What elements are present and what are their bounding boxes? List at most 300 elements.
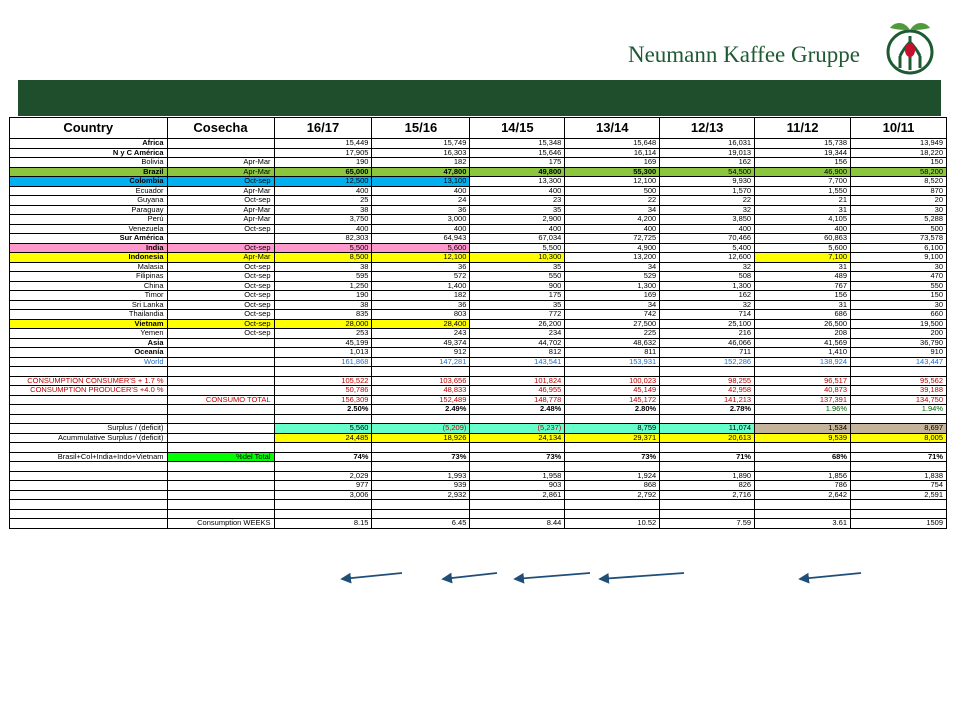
value-cell: 45,149 xyxy=(565,386,660,396)
table-row-venezuela xyxy=(10,224,947,234)
page-header xyxy=(0,0,960,80)
value-cell: 2,029 xyxy=(274,471,372,481)
value-cell: 1,838 xyxy=(851,471,947,481)
value-cell: 29,371 xyxy=(565,433,660,443)
value-cell: 64,943 xyxy=(372,234,470,244)
empty-cell xyxy=(274,500,372,510)
table-row-ecuador xyxy=(10,186,947,196)
value-cell: 26,200 xyxy=(470,319,565,329)
value-cell: 98,255 xyxy=(660,376,755,386)
value-cell: 74% xyxy=(274,452,372,462)
value-cell: 35 xyxy=(470,300,565,310)
value-cell: 30 xyxy=(851,262,947,272)
cosecha-cell: %del Total xyxy=(167,452,274,462)
value-cell: 550 xyxy=(470,272,565,282)
header-row xyxy=(10,118,947,139)
value-cell: 30 xyxy=(851,300,947,310)
value-cell: 870 xyxy=(851,186,947,196)
value-cell: 1,534 xyxy=(755,424,851,434)
table-row-malasia xyxy=(10,262,947,272)
value-cell: 18,926 xyxy=(372,433,470,443)
value-cell: 175 xyxy=(470,291,565,301)
table-row-extra2 xyxy=(10,481,947,491)
cosecha-cell: Oct-sep xyxy=(167,291,274,301)
value-cell: 470 xyxy=(851,272,947,282)
row-label: Acummulative Surplus / (deficit) xyxy=(10,433,168,443)
row-label: Thailandia xyxy=(10,310,168,320)
value-cell: 32 xyxy=(660,205,755,215)
value-cell: 68% xyxy=(755,452,851,462)
value-cell: 169 xyxy=(565,291,660,301)
cosecha-cell: Oct-sep xyxy=(167,243,274,253)
value-cell: 2.50% xyxy=(274,405,372,415)
cosecha-cell xyxy=(167,490,274,500)
value-cell: 225 xyxy=(565,329,660,339)
value-cell: 49,800 xyxy=(470,167,565,177)
value-cell: 27,500 xyxy=(565,319,660,329)
cosecha-cell xyxy=(167,139,274,149)
value-cell: 190 xyxy=(274,291,372,301)
value-cell: 147,281 xyxy=(372,357,470,367)
empty-cell xyxy=(755,443,851,453)
value-cell: 812 xyxy=(470,348,565,358)
value-cell: 3.61 xyxy=(755,519,851,529)
value-cell: 38 xyxy=(274,205,372,215)
value-cell: 31 xyxy=(755,262,851,272)
column-header: 12/13 xyxy=(660,118,755,139)
value-cell: 400 xyxy=(755,224,851,234)
value-cell: 572 xyxy=(372,272,470,282)
row-label: Bolivia xyxy=(10,158,168,168)
cosecha-cell: Oct-sep xyxy=(167,281,274,291)
value-cell: 2,792 xyxy=(565,490,660,500)
table-row-nyc xyxy=(10,148,947,158)
value-cell: 253 xyxy=(274,329,372,339)
table-row-colombia xyxy=(10,177,947,187)
value-cell: 1,958 xyxy=(470,471,565,481)
value-cell: 550 xyxy=(851,281,947,291)
value-cell: 162 xyxy=(660,291,755,301)
value-cell: 34 xyxy=(565,205,660,215)
row-label xyxy=(10,395,168,405)
value-cell: 7,700 xyxy=(755,177,851,187)
cosecha-cell xyxy=(167,424,274,434)
row-label: Vietnam xyxy=(10,319,168,329)
cosecha-cell: CONSUMO TOTAL xyxy=(167,395,274,405)
value-cell: 5,600 xyxy=(755,243,851,253)
value-cell: 22 xyxy=(660,196,755,206)
table-row-srilanka xyxy=(10,300,947,310)
value-cell: 711 xyxy=(660,348,755,358)
value-cell: 1.94% xyxy=(851,405,947,415)
value-cell: 216 xyxy=(660,329,755,339)
row-label: Ecuador xyxy=(10,186,168,196)
value-cell: 148,778 xyxy=(470,395,565,405)
spacer-row xyxy=(10,367,947,377)
value-cell: 12,500 xyxy=(274,177,372,187)
value-cell: 134,750 xyxy=(851,395,947,405)
spacer-row xyxy=(10,443,947,453)
value-cell: 714 xyxy=(660,310,755,320)
value-cell: 1,410 xyxy=(755,348,851,358)
value-cell: 939 xyxy=(372,481,470,491)
value-cell: 21 xyxy=(755,196,851,206)
cosecha-cell: Oct-sep xyxy=(167,177,274,187)
value-cell: 39,188 xyxy=(851,386,947,396)
value-cell: 15,738 xyxy=(755,139,851,149)
value-cell: 54,500 xyxy=(660,167,755,177)
value-cell: 7,100 xyxy=(755,253,851,263)
cosecha-cell xyxy=(167,234,274,244)
empty-cell xyxy=(470,462,565,472)
empty-cell xyxy=(167,414,274,424)
value-cell: 101,824 xyxy=(470,376,565,386)
value-cell: 152,286 xyxy=(660,357,755,367)
empty-cell xyxy=(10,443,168,453)
value-cell: 137,391 xyxy=(755,395,851,405)
value-cell: 17,905 xyxy=(274,148,372,158)
value-cell: 82,303 xyxy=(274,234,372,244)
value-cell: 1,856 xyxy=(755,471,851,481)
value-cell: 40,873 xyxy=(755,386,851,396)
value-cell: 912 xyxy=(372,348,470,358)
value-cell: 9,100 xyxy=(851,253,947,263)
value-cell: 49,374 xyxy=(372,338,470,348)
value-cell: 4,200 xyxy=(565,215,660,225)
value-cell: 36 xyxy=(372,262,470,272)
empty-cell xyxy=(755,462,851,472)
table-row-weeks xyxy=(10,519,947,529)
value-cell: 42,958 xyxy=(660,386,755,396)
value-cell: 105,522 xyxy=(274,376,372,386)
value-cell: 900 xyxy=(470,281,565,291)
empty-cell xyxy=(660,509,755,519)
row-label: Paraguay xyxy=(10,205,168,215)
value-cell: 103,656 xyxy=(372,376,470,386)
empty-cell xyxy=(167,462,274,472)
empty-cell xyxy=(851,367,947,377)
empty-cell xyxy=(755,367,851,377)
cosecha-cell: Apr-Mar xyxy=(167,205,274,215)
value-cell: 31 xyxy=(755,205,851,215)
value-cell: 138,924 xyxy=(755,357,851,367)
row-label: Colombia xyxy=(10,177,168,187)
empty-cell xyxy=(274,509,372,519)
value-cell: 190 xyxy=(274,158,372,168)
value-cell: 48,632 xyxy=(565,338,660,348)
value-cell: 803 xyxy=(372,310,470,320)
empty-cell xyxy=(372,443,470,453)
table-row-timor xyxy=(10,291,947,301)
cosecha-cell: Apr-Mar xyxy=(167,158,274,168)
empty-cell xyxy=(470,500,565,510)
empty-cell xyxy=(372,500,470,510)
empty-cell xyxy=(660,500,755,510)
value-cell: 13,300 xyxy=(470,177,565,187)
value-cell: 46,066 xyxy=(660,338,755,348)
table-row-bolivia xyxy=(10,158,947,168)
column-header: 11/12 xyxy=(755,118,851,139)
value-cell: 32 xyxy=(660,300,755,310)
value-cell: 150 xyxy=(851,291,947,301)
value-cell: 12,100 xyxy=(372,253,470,263)
row-label: Africa xyxy=(10,139,168,149)
empty-cell xyxy=(10,509,168,519)
value-cell: 141,213 xyxy=(660,395,755,405)
table-row-vietnam xyxy=(10,319,947,329)
cosecha-cell: Apr-Mar xyxy=(167,253,274,263)
value-cell: 46,955 xyxy=(470,386,565,396)
value-cell: 6.45 xyxy=(372,519,470,529)
value-cell: 1,570 xyxy=(660,186,755,196)
table-row-paraguay xyxy=(10,205,947,215)
value-cell: 1.96% xyxy=(755,405,851,415)
brand-name: Neumann Kaffee Gruppe xyxy=(627,42,860,67)
empty-cell xyxy=(470,443,565,453)
value-cell: 156 xyxy=(755,158,851,168)
value-cell: 41,569 xyxy=(755,338,851,348)
value-cell: 8.15 xyxy=(274,519,372,529)
cosecha-cell: Oct-sep xyxy=(167,319,274,329)
value-cell: 15,348 xyxy=(470,139,565,149)
table-row-oceania xyxy=(10,348,947,358)
cosecha-cell xyxy=(167,471,274,481)
value-cell: 38 xyxy=(274,262,372,272)
table-row-africa xyxy=(10,139,947,149)
table-row-guyana xyxy=(10,196,947,206)
value-cell: 152,489 xyxy=(372,395,470,405)
value-cell: 15,749 xyxy=(372,139,470,149)
value-cell: 10.52 xyxy=(565,519,660,529)
value-cell: 767 xyxy=(755,281,851,291)
value-cell: 7.59 xyxy=(660,519,755,529)
value-cell: 71% xyxy=(660,452,755,462)
empty-cell xyxy=(851,500,947,510)
table-row-cons-producer xyxy=(10,386,947,396)
value-cell: 400 xyxy=(372,186,470,196)
row-label: World xyxy=(10,357,168,367)
value-cell: 48,833 xyxy=(372,386,470,396)
value-cell: 9,930 xyxy=(660,177,755,187)
value-cell: 2,591 xyxy=(851,490,947,500)
column-header: 13/14 xyxy=(565,118,660,139)
value-cell: 35 xyxy=(470,205,565,215)
cosecha-cell xyxy=(167,357,274,367)
cosecha-cell: Oct-sep xyxy=(167,310,274,320)
row-label xyxy=(10,490,168,500)
value-cell: (5,237) xyxy=(470,424,565,434)
value-cell: 400 xyxy=(470,224,565,234)
value-cell: 5,600 xyxy=(372,243,470,253)
value-cell: 5,500 xyxy=(274,243,372,253)
empty-cell xyxy=(755,500,851,510)
value-cell: 156 xyxy=(755,291,851,301)
row-label: CONSUMPTION PRODUCER'S +4.0 % xyxy=(10,386,168,396)
value-cell: 70,466 xyxy=(660,234,755,244)
spacer-row xyxy=(10,500,947,510)
value-cell: 826 xyxy=(660,481,755,491)
value-cell: 73,578 xyxy=(851,234,947,244)
column-header: 15/16 xyxy=(372,118,470,139)
cosecha-cell: Oct-sep xyxy=(167,262,274,272)
value-cell: 20 xyxy=(851,196,947,206)
row-label: Malasia xyxy=(10,262,168,272)
table-row-extra3 xyxy=(10,490,947,500)
empty-cell xyxy=(565,367,660,377)
row-label: Surplus / (deficit) xyxy=(10,424,168,434)
value-cell: 742 xyxy=(565,310,660,320)
column-header: Country xyxy=(10,118,168,139)
row-label xyxy=(10,405,168,415)
value-cell: 1,300 xyxy=(565,281,660,291)
empty-cell xyxy=(851,414,947,424)
value-cell: 58,200 xyxy=(851,167,947,177)
value-cell: 95,562 xyxy=(851,376,947,386)
column-header: 10/11 xyxy=(851,118,947,139)
value-cell: 2.49% xyxy=(372,405,470,415)
value-cell: 72,725 xyxy=(565,234,660,244)
table-row-filipinas xyxy=(10,272,947,282)
value-cell: 772 xyxy=(470,310,565,320)
empty-cell xyxy=(470,509,565,519)
value-cell: 150 xyxy=(851,158,947,168)
value-cell: 67,034 xyxy=(470,234,565,244)
value-cell: 786 xyxy=(755,481,851,491)
value-cell: 500 xyxy=(565,186,660,196)
row-label: Sri Lanka xyxy=(10,300,168,310)
value-cell: 143,541 xyxy=(470,357,565,367)
value-cell: 15,449 xyxy=(274,139,372,149)
value-cell: 73% xyxy=(372,452,470,462)
title-bar xyxy=(18,80,941,116)
table-row-china xyxy=(10,281,947,291)
empty-cell xyxy=(470,414,565,424)
table-row-india xyxy=(10,243,947,253)
cosecha-cell xyxy=(167,338,274,348)
value-cell: 100,023 xyxy=(565,376,660,386)
value-cell: 8,005 xyxy=(851,433,947,443)
value-cell: 400 xyxy=(565,224,660,234)
empty-cell xyxy=(10,367,168,377)
row-label: Venezuela xyxy=(10,224,168,234)
cosecha-cell xyxy=(167,481,274,491)
row-label xyxy=(10,481,168,491)
value-cell: 71% xyxy=(851,452,947,462)
value-cell: 5,500 xyxy=(470,243,565,253)
value-cell: 1,250 xyxy=(274,281,372,291)
empty-cell xyxy=(372,509,470,519)
value-cell: 44,702 xyxy=(470,338,565,348)
value-cell: 811 xyxy=(565,348,660,358)
value-cell: 234 xyxy=(470,329,565,339)
value-cell: 12,100 xyxy=(565,177,660,187)
value-cell: 47,800 xyxy=(372,167,470,177)
cosecha-cell: Oct-sep xyxy=(167,224,274,234)
value-cell: 28,400 xyxy=(372,319,470,329)
value-cell: 3,000 xyxy=(372,215,470,225)
value-cell: 153,931 xyxy=(565,357,660,367)
value-cell: 8,520 xyxy=(851,177,947,187)
value-cell: 595 xyxy=(274,272,372,282)
value-cell: 96,517 xyxy=(755,376,851,386)
empty-cell xyxy=(851,462,947,472)
production-grid xyxy=(9,117,947,529)
row-label: Yemen xyxy=(10,329,168,339)
value-cell: 2,642 xyxy=(755,490,851,500)
value-cell: 3,850 xyxy=(660,215,755,225)
value-cell: 46,900 xyxy=(755,167,851,177)
value-cell: 45,199 xyxy=(274,338,372,348)
value-cell: 686 xyxy=(755,310,851,320)
value-cell: 19,500 xyxy=(851,319,947,329)
empty-cell xyxy=(167,443,274,453)
table-row-brazil xyxy=(10,167,947,177)
value-cell: 19,344 xyxy=(755,148,851,158)
value-cell: 23 xyxy=(470,196,565,206)
value-cell: 529 xyxy=(565,272,660,282)
empty-cell xyxy=(470,367,565,377)
value-cell: 835 xyxy=(274,310,372,320)
empty-cell xyxy=(167,500,274,510)
value-cell: 400 xyxy=(372,224,470,234)
cosecha-cell: Oct-sep xyxy=(167,196,274,206)
value-cell: 243 xyxy=(372,329,470,339)
value-cell: 60,863 xyxy=(755,234,851,244)
row-label: CONSUMPTION CONSUMER'S + 1.7 % xyxy=(10,376,168,386)
value-cell: 20,613 xyxy=(660,433,755,443)
value-cell: 2,932 xyxy=(372,490,470,500)
value-cell: 1,924 xyxy=(565,471,660,481)
table-row-growth xyxy=(10,405,947,415)
value-cell: 500 xyxy=(851,224,947,234)
value-cell: 16,031 xyxy=(660,139,755,149)
row-label: Timor xyxy=(10,291,168,301)
value-cell: 36 xyxy=(372,300,470,310)
cosecha-cell: Apr-Mar xyxy=(167,167,274,177)
coffee-production-table xyxy=(9,117,947,709)
spacer-row xyxy=(10,462,947,472)
value-cell: 36,790 xyxy=(851,338,947,348)
value-cell: 15,648 xyxy=(565,139,660,149)
cosecha-cell xyxy=(167,376,274,386)
row-label: Oceanía xyxy=(10,348,168,358)
value-cell: 18,220 xyxy=(851,148,947,158)
empty-cell xyxy=(10,500,168,510)
table-row-world xyxy=(10,357,947,367)
row-label: Filipinas xyxy=(10,272,168,282)
value-cell: 65,000 xyxy=(274,167,372,177)
row-label: Guyana xyxy=(10,196,168,206)
column-header: 16/17 xyxy=(274,118,372,139)
value-cell: 1,890 xyxy=(660,471,755,481)
empty-cell xyxy=(660,414,755,424)
value-cell: 38 xyxy=(274,300,372,310)
spacer-row xyxy=(10,414,947,424)
value-cell: 5,400 xyxy=(660,243,755,253)
empty-cell xyxy=(372,462,470,472)
row-label: Asia xyxy=(10,338,168,348)
column-header: 14/15 xyxy=(470,118,565,139)
value-cell: 55,300 xyxy=(565,167,660,177)
value-cell: 8,759 xyxy=(565,424,660,434)
value-cell: 1,013 xyxy=(274,348,372,358)
value-cell: 4,105 xyxy=(755,215,851,225)
table-row-share xyxy=(10,452,947,462)
row-label: Sur América xyxy=(10,234,168,244)
empty-cell xyxy=(372,414,470,424)
value-cell: 208 xyxy=(755,329,851,339)
column-header: Cosecha xyxy=(167,118,274,139)
